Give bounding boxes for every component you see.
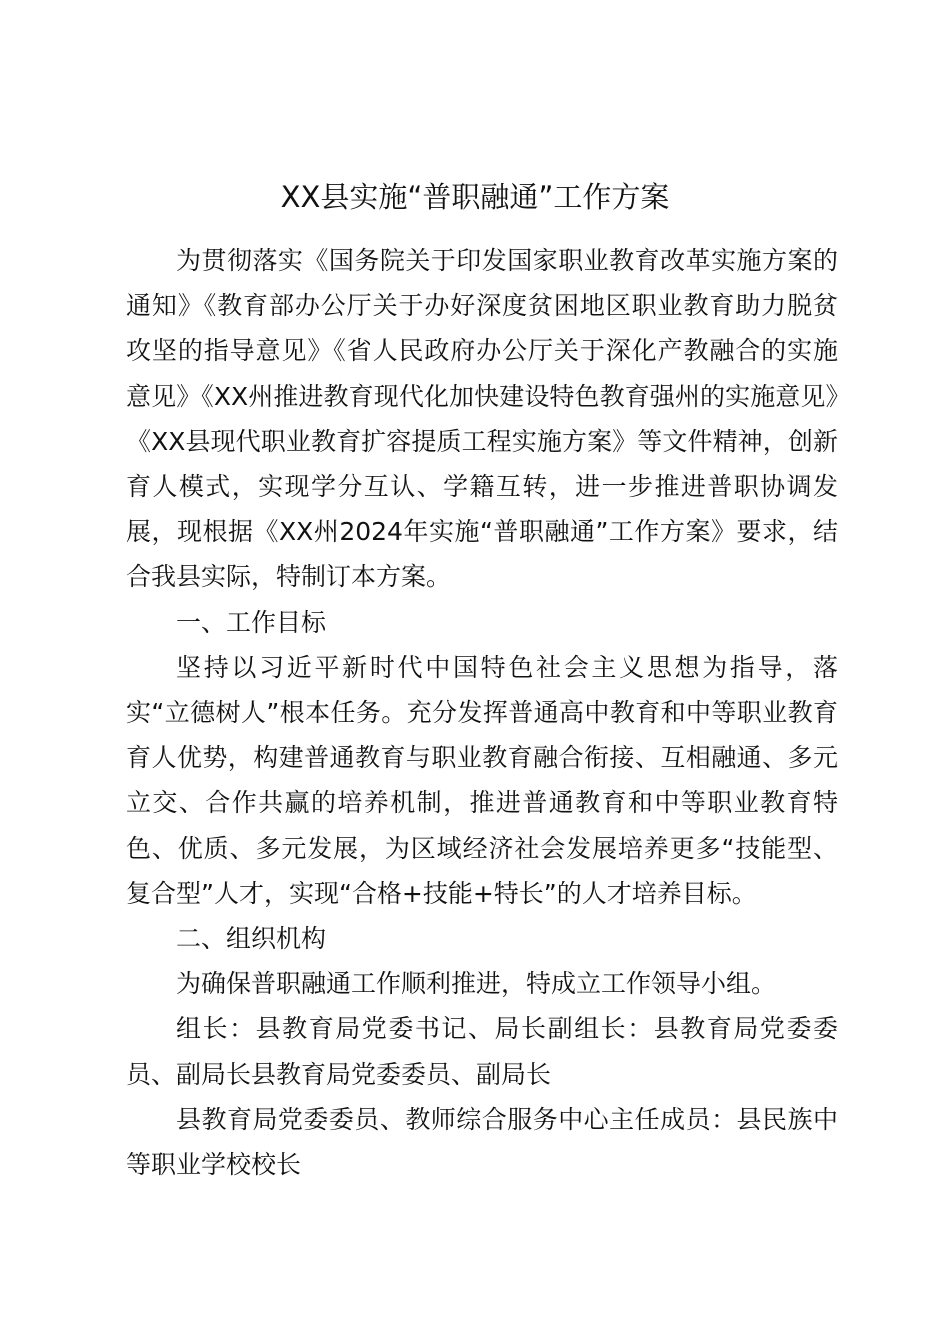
document-title: XX县实施“普职融通”工作方案 [280,180,670,214]
section-heading-organization: 二、组织机构 [176,924,327,954]
group-leader-paragraph: 组长：县教育局党委书记、局长副组长：县教育局党委委员、副局长县教育局党委委员、副局长 [126,1014,838,1089]
group-members-paragraph: 县教育局党委委员、教师综合服务中心主任成员：县民族中等职业学校校长 [126,1104,838,1180]
document-body [126,238,838,1187]
goals-paragraph: 坚持以习近平新时代中国特色社会主义思想为指导，落实“立德树人”根本任务。充分发挥普通高中教育和中等职业教育育人优势，构建普通教育与职业教育融合衔接、互相融通、多元立交、合作共赢的培养机制，推进普通教育和中等职业教育特色、优质、多元发展，为区域经济社会发展培养更多“技能型、复合型”人才，实现“合格+技能+特长”的人才培养目标。 [126,652,838,908]
organization-intro-paragraph: 为确保普职融通工作顺利推进，特成立工作领导小组。 [176,969,777,999]
section-heading-goals: 一、工作目标 [176,607,327,637]
intro-paragraph: 为贯彻落实《国务院关于印发国家职业教育改革实施方案的通知》《教育部办公厅关于办好深度贫困地区职业教育助力脱贫攻坚的指导意见》《省人民政府办公厅关于深化产教融合的实施意见》《XX州推进教育现代化加快建设特色教育强州的实施意见》《XX县现代职业教育扩容提质工程实施方案》等文件精神，创新育人模式，实现学分互认、学籍互转，进一步推进普职协调发展，现根据《XX州2024年实施“普职融通”工作方案》要求，结合我县实际，特制订本方案。 [126,246,838,592]
